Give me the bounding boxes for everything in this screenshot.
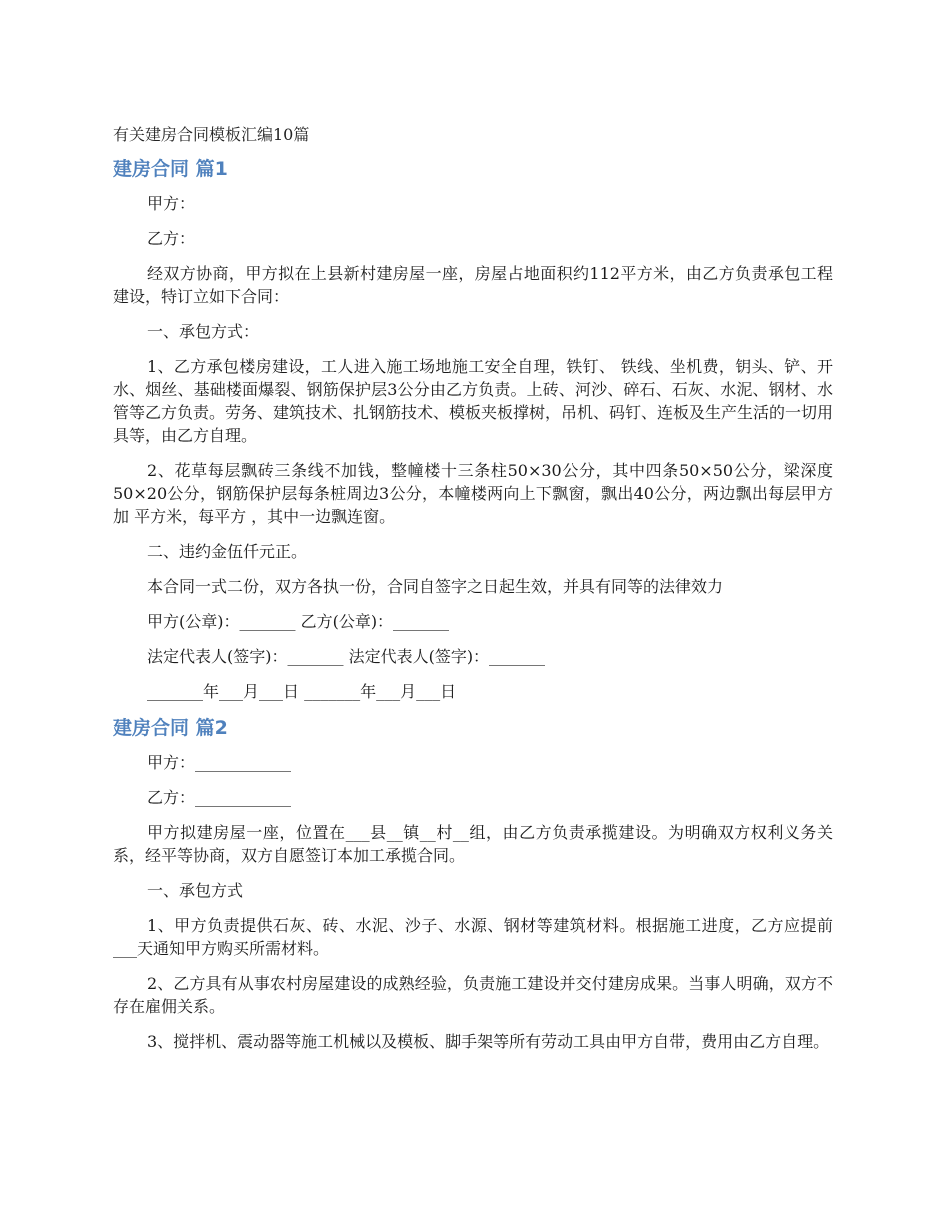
document-page	[113, 122, 833, 1065]
date-line: _______年___月___日 _______年___月___日	[147, 682, 457, 701]
section-heading: 建房合同 篇1	[113, 158, 228, 180]
clause-heading: 一、承包方式	[147, 881, 244, 900]
party-a-line: 甲方：	[147, 194, 196, 213]
clause-paragraph: 1、甲方负责提供石灰、砖、水泥、沙子、水源、钢材等建筑材料。根据施工进度，乙方应提前___天通知甲方购买所需材料。	[113, 916, 833, 958]
party-b-line: 乙方：	[147, 229, 196, 248]
clause-paragraph: 2、乙方具有从事农村房屋建设的成熟经验，负责施工建设并交付建房成果。当事人明确，双方不存在雇佣关系。	[113, 974, 833, 1016]
signature-line: 法定代表人(签字)：_______ 法定代表人(签字)：_______	[147, 647, 546, 666]
section-2	[113, 715, 833, 1053]
intro-paragraph: 甲方拟建房屋一座，位置在___县__镇__村__组，由乙方负责承揽建设。为明确双方权利义务关系，经平等协商，双方自愿签订本加工承揽合同。	[113, 823, 833, 865]
party-a-line: 甲方：____________	[147, 753, 292, 772]
seal-line: 甲方(公章)：_______ 乙方(公章)：_______	[147, 612, 450, 631]
section-heading: 建房合同 篇2	[113, 717, 228, 739]
party-b-line: 乙方：____________	[147, 788, 292, 807]
intro-paragraph: 经双方协商，甲方拟在上县新村建房屋一座，房屋占地面积约112平方米，由乙方负责承包工程建设，特订立如下合同：	[113, 264, 833, 306]
clause-paragraph: 3、搅拌机、震动器等施工机械以及模板、脚手架等所有劳动工具由甲方自带，费用由乙方自理。	[147, 1032, 830, 1051]
clause-heading: 一、承包方式：	[147, 322, 260, 341]
effect-paragraph: 本合同一式二份，双方各执一份，合同自签字之日起生效，并具有同等的法律效力	[147, 577, 724, 596]
section-1	[113, 156, 833, 703]
clause-paragraph: 1、乙方承包楼房建设，工人进入施工场地施工安全自理，铁钉、 铁线、坐机费，钥头、铲、开水、烟丝、基础楼面爆裂、钢筋保护层3公分由乙方负责。上砖、河沙、碎石、石灰、水泥、钢材、水管等乙方负责。劳务、建筑技术、扎钢筋技术、模板夹板撑树，吊机、码钉、连板及生产生活的一切用具等，由乙方自理。	[113, 357, 834, 445]
clause-heading: 二、违约金伍仟元正。	[147, 542, 308, 561]
document-title: 有关建房合同模板汇编10篇	[113, 125, 310, 144]
clause-paragraph: 2、花草每层飘砖三条线不加钱，整幢楼十三条柱50×30公分，其中四条50×50公分，梁深度50×20公分，钢筋保护层每条桩周边3公分，本幢楼两向上下飘窗，飘出40公分，两边飘出每层甲方加 平方米，每平方 ，其中一边飘连窗。	[113, 461, 833, 526]
